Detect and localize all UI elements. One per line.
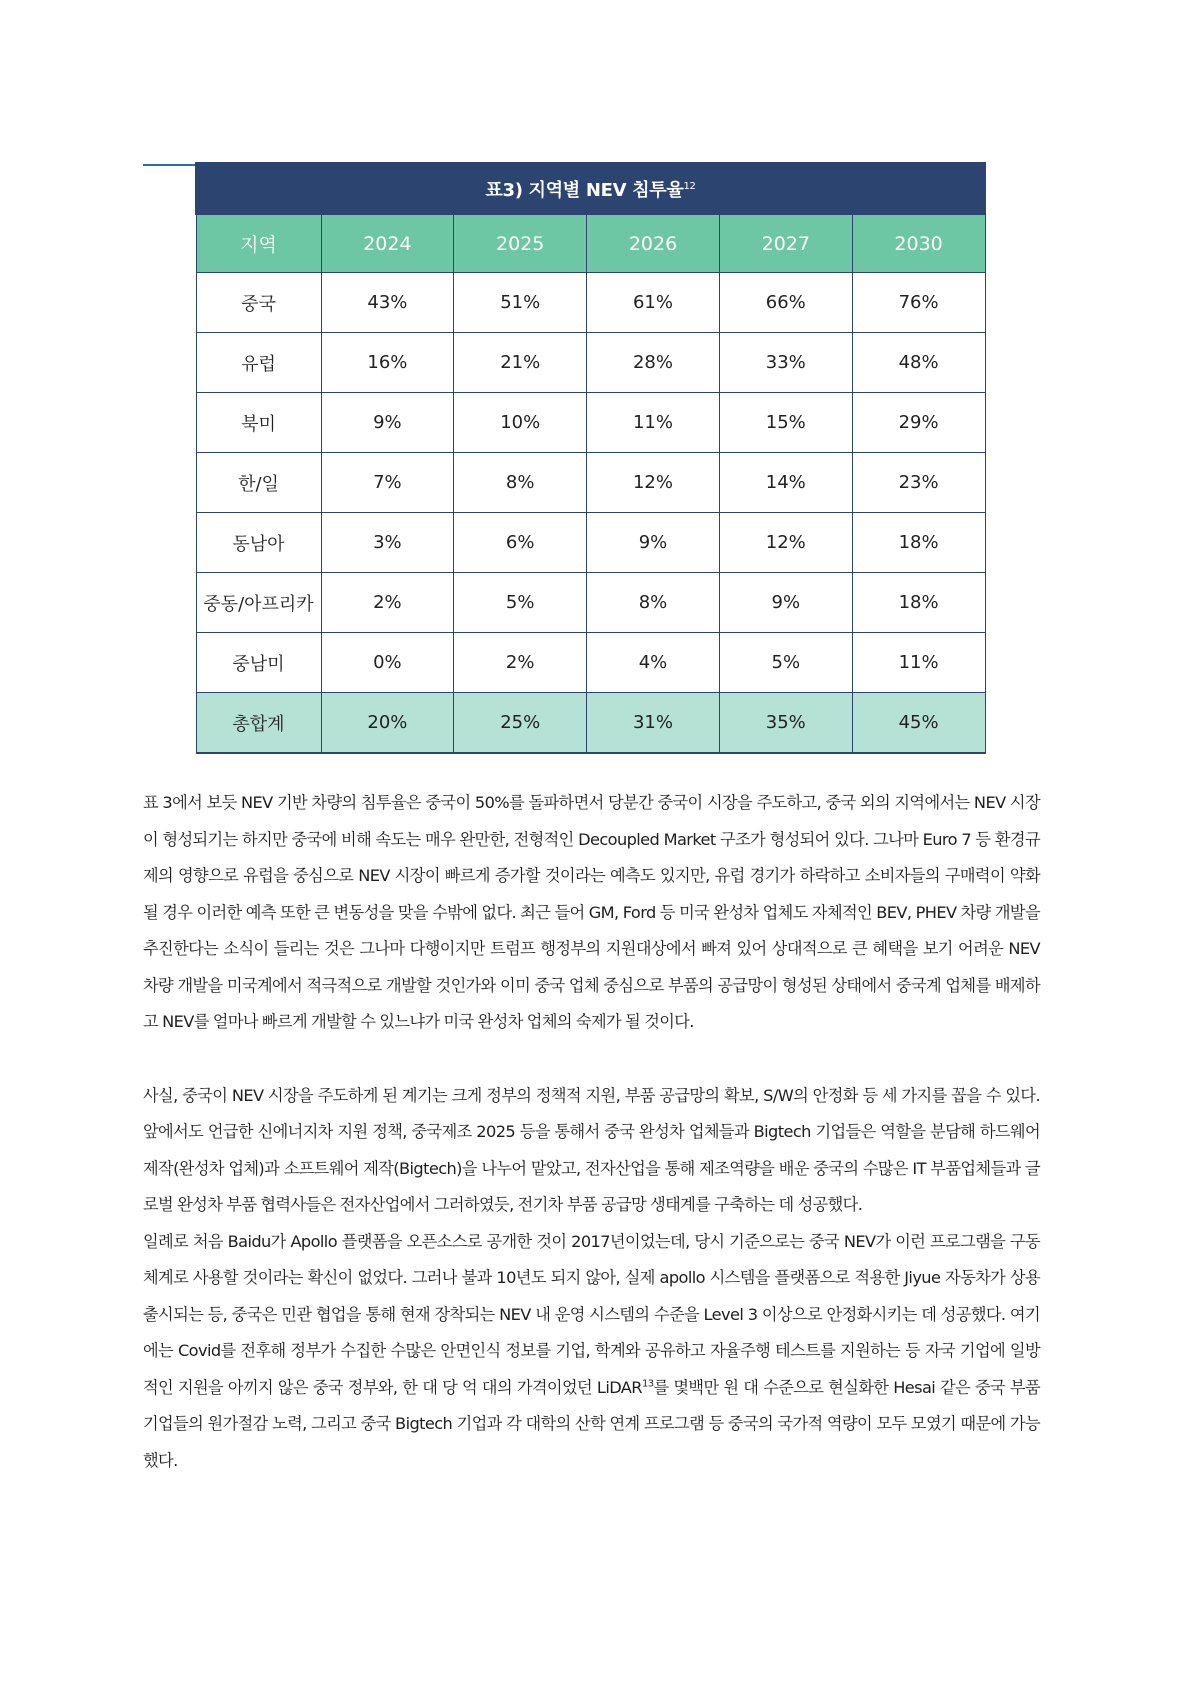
paragraph-3-text: 일례로 처음 Baidu가 Apollo 플랫폼을 오픈소스로 공개한 것이 2017년이었는데, 당시 기준으로는 중국 NEV가 이런 프로그램을 구동체계로 사용할 것이라는 확신이 없었다. 그러나 불과 10년도 되지 않아, 실제 apollo 시스템을 플랫폼으로 적용한 Jiyue 자동차가 상용 출시되는 등, 중국은 민관 협업을 통해 현재 장착되는 NEV 내 운영 시스템의 수준을 Level 3 이상으로 안정화시키는 데 성공했다. 여기에는 Covid를 전후해 정부가 수집한 수많은 안면인식 정보를 기업, 학계와 공유하고 자율주행 테스트를 지원하는 등 자국 기업에 일방적인 지원을 아끼지 않은 중국 정부와, 한 대 당 억 대의 가격이었던 LiDAR: [143, 1231, 1040, 1397]
value-cell: 10%: [454, 393, 587, 453]
footnote-mark: 13: [641, 1378, 654, 1390]
value-cell: 51%: [454, 273, 587, 333]
table-row: [196, 273, 985, 333]
paragraph-2: 사실, 중국이 NEV 시장을 주도하게 된 계기는 크게 정부의 정책적 지원, 부품 공급망의 확보, S/W의 안정화 등 세 가지를 꼽을 수 있다. 앞에서도 언급한 신에너지차 지원 정책, 중국제조 2025 등을 통해서 중국 완성차 업체들과 Bigtech 기업들은 역할을 분담해 하드웨어 제작(완성차 업체)과 소프트웨어 제작(Bigtech)을 나누어 맡았고, 전자산업을 통해 제조역량을 배운 중국의 수많은 IT 부품업체들과 글로벌 완성차 부품 협력사들은 전자산업에서 그러하였듯, 전기차 부품 공급망 생태계를 구축하는 데 성공했다.: [143, 1085, 1040, 1214]
accent-line: [143, 164, 195, 166]
region-cell: 동남아: [196, 513, 321, 573]
header-year: 2025: [454, 214, 587, 273]
region-cell: 북미: [196, 393, 321, 453]
table-caption-text: 표3) 지역별 NEV 침투율: [485, 179, 684, 201]
value-cell: 2%: [321, 573, 454, 633]
value-cell: 23%: [852, 453, 985, 513]
region-cell: 유럽: [196, 333, 321, 393]
paragraph-3: [143, 1224, 1040, 1480]
nev-penetration-table: [195, 162, 986, 754]
header-year: 2024: [321, 214, 454, 273]
value-cell: 8%: [454, 453, 587, 513]
value-cell: 66%: [719, 273, 852, 333]
total-value: 20%: [321, 693, 454, 754]
table-row: [196, 513, 985, 573]
value-cell: 4%: [587, 633, 720, 693]
paragraph-3-text-cont: 를 몇백만 원 대 수준으로 현실화한 Hesai 같은 중국 부품 기업들의 원가절감 노력, 그리고 중국 Bigtech 기업과 각 대학의 산학 연계 프로그램 등 중국의 국가적 역량이 모두 모였기 때문에 가능했다.: [143, 1377, 1040, 1470]
value-cell: 29%: [852, 393, 985, 453]
body-text: [143, 785, 1040, 1479]
total-value: 31%: [587, 693, 720, 754]
value-cell: 61%: [587, 273, 720, 333]
value-cell: 5%: [454, 573, 587, 633]
value-cell: 3%: [321, 513, 454, 573]
total-row: [196, 693, 985, 754]
region-cell: 중남미: [196, 633, 321, 693]
value-cell: 9%: [719, 573, 852, 633]
value-cell: 7%: [321, 453, 454, 513]
total-value: 45%: [852, 693, 985, 754]
value-cell: 12%: [587, 453, 720, 513]
total-label: 총합계: [196, 693, 321, 754]
value-cell: 11%: [852, 633, 985, 693]
value-cell: 0%: [321, 633, 454, 693]
value-cell: 18%: [852, 573, 985, 633]
value-cell: 2%: [454, 633, 587, 693]
value-cell: 8%: [587, 573, 720, 633]
value-cell: 76%: [852, 273, 985, 333]
total-value: 25%: [454, 693, 587, 754]
table-row: [196, 633, 985, 693]
caption-footnote-mark: 12: [683, 180, 696, 192]
value-cell: 9%: [587, 513, 720, 573]
value-cell: 48%: [852, 333, 985, 393]
table-row: [196, 393, 985, 453]
total-value: 35%: [719, 693, 852, 754]
value-cell: 11%: [587, 393, 720, 453]
value-cell: 15%: [719, 393, 852, 453]
value-cell: 28%: [587, 333, 720, 393]
paragraph-1: 표 3에서 보듯 NEV 기반 차량의 침투율은 중국이 50%를 돌파하면서 당분간 중국이 시장을 주도하고, 중국 외의 지역에서는 NEV 시장이 형성되기는 하지만 중국에 비해 속도는 매우 완만한, 전형적인 Decoupled Market 구조가 형성되어 있다. 그나마 Euro 7 등 환경규제의 영향으로 유럽을 중심으로 NEV 시장이 빠르게 증가할 것이라는 예측도 있지만, 유럽 경기가 하락하고 소비자들의 구매력이 약화될 경우 이러한 예측 또한 큰 변동성을 맞을 수밖에 없다. 최근 들어 GM, Ford 등 미국 완성차 업체도 자체적인 BEV, PHEV 차량 개발을 추진한다는 소식이 들리는 것은 그나마 다행이지만 트럼프 행정부의 지원대상에서 빠져 있어 상대적으로 큰 혜택을 보기 어려운 NEV 차량 개발을 미국계에서 적극적으로 개발할 것인가와 이미 중국 업체 중심으로 부품의 공급망이 형성된 상태에서 중국계 업체를 배제하고 NEV를 얼마나 빠르게 개발할 수 있느냐가 미국 완성차 업체의 숙제가 될 것이다.: [143, 793, 1040, 1031]
header-year: 2030: [852, 214, 985, 273]
region-cell: 한/일: [196, 453, 321, 513]
value-cell: 33%: [719, 333, 852, 393]
value-cell: 5%: [719, 633, 852, 693]
table-row: [196, 453, 985, 513]
table-row: [196, 573, 985, 633]
value-cell: 21%: [454, 333, 587, 393]
value-cell: 14%: [719, 453, 852, 513]
value-cell: 9%: [321, 393, 454, 453]
value-cell: 16%: [321, 333, 454, 393]
table-row: [196, 333, 985, 393]
table: [195, 162, 986, 754]
header-region: 지역: [196, 214, 321, 273]
region-cell: 중동/아프리카: [196, 573, 321, 633]
value-cell: 43%: [321, 273, 454, 333]
header-year: 2026: [587, 214, 720, 273]
value-cell: 12%: [719, 513, 852, 573]
value-cell: 18%: [852, 513, 985, 573]
table-caption: [196, 163, 985, 214]
region-cell: 중국: [196, 273, 321, 333]
table-header-row: [196, 214, 985, 273]
header-year: 2027: [719, 214, 852, 273]
value-cell: 6%: [454, 513, 587, 573]
